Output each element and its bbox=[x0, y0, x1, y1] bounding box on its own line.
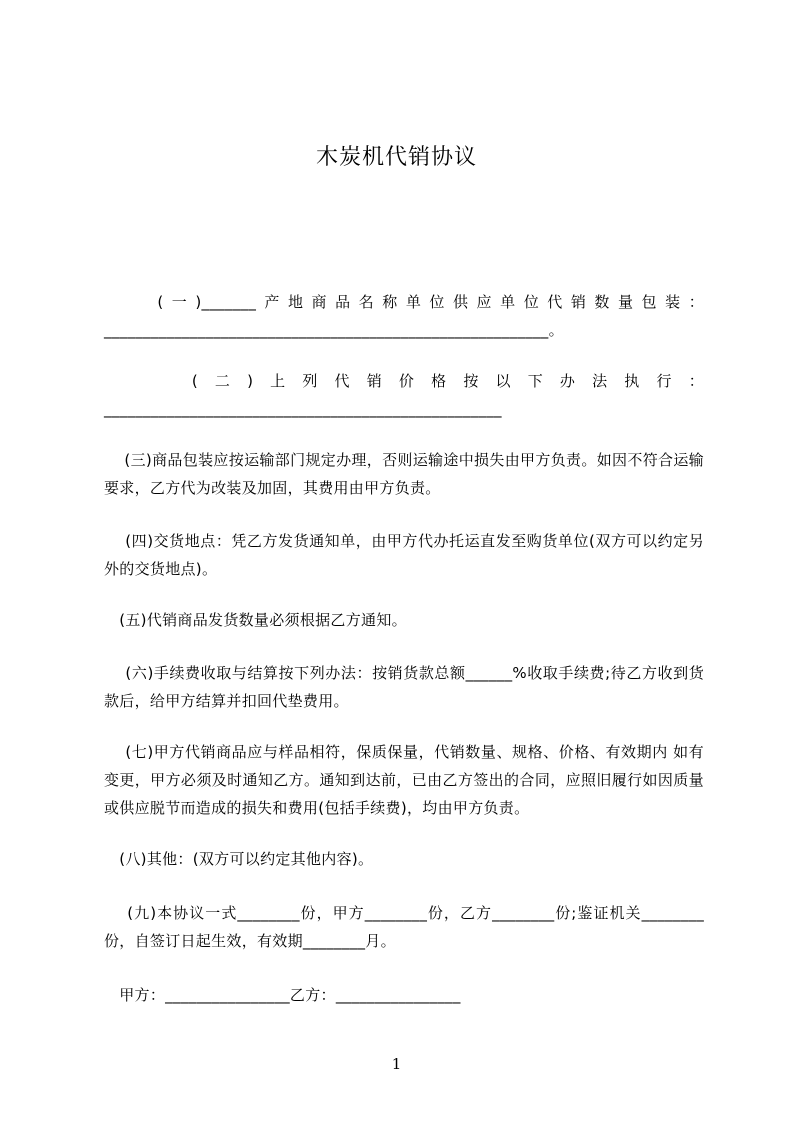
clause-3: (三)商品包装应按运输部门规定办理，否则运输途中损失由甲方负责。如因不符合运输要求，乙方代为改装及加固，其费用由甲方负责。 bbox=[104, 451, 704, 497]
page-number: 1 bbox=[391, 1055, 402, 1073]
clause-2: (二)上列代销价格按以下办法执行：___________________________________________________ bbox=[104, 372, 704, 418]
clause-7: (七)甲方代销商品应与样品相符，保质保量，代销数量、规格、价格、有效期内 如有变更，甲方必须及时通知乙方。通知到达前，已由乙方签出的合同，应照旧履行如因质量或供应脱节而造成的损失和费用(包括手续费)，均由甲方负责。 bbox=[104, 743, 704, 817]
clause-6: (六)手续费收取与结算按下列办法：按销货款总额______%收取手续费;待乙方收到货款后，给甲方结算并扣回代垫费用。 bbox=[104, 664, 704, 710]
document-title: 木炭机代销协议 bbox=[315, 145, 477, 170]
clause-8: (八)其他：(双方可以约定其他内容)。 bbox=[104, 850, 374, 868]
signature-line: 甲方：________________乙方：________________ bbox=[104, 986, 461, 1004]
clause-9: (九)本协议一式________份，甲方________份，乙方________份;鉴证机关________份，自签订日起生效，有效期________月。 bbox=[104, 904, 704, 950]
clause-5: (五)代销商品发货数量必须根据乙方通知。 bbox=[104, 611, 407, 629]
clause-1: (一)_______产地商品名称单位供应单位代销数量包装：_________________________________________________________。 bbox=[104, 293, 705, 339]
clause-4: (四)交货地点：凭乙方发货通知单，由甲方代办托运直发至购货单位(双方可以约定另外的交货地点)。 bbox=[104, 532, 704, 578]
